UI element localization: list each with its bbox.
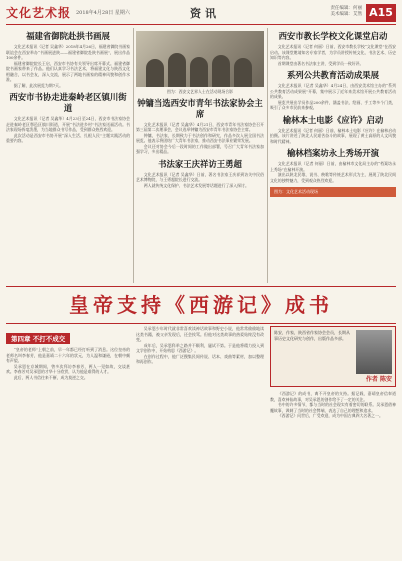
section-title: 资讯 [190, 7, 220, 20]
article-title: 西安市书协走进秦岭老区镇川街道 [9, 92, 127, 113]
article: 西安市书协走进秦岭老区镇川街道 文化艺术报讯（记者 吴鑫华）4月23日至24日，西安市书法家协会走进秦岭老区鄠邑区镇川街道，开展“书法进乡村”书法家送福活动。书法家现场挥毫泼墨，为当地群众书写作品，受到群众热烈欢迎。 此次活动是西安市书协开展“深入生活、扎根人民”主题实践活动的重要内容。 [6, 92, 130, 143]
photo-caption: 图为：西安文艺界人士在活动现场合影 [166, 89, 234, 94]
author-bio: 陈安，作家，陕西省作家协会会员，长期从事历史文化研究与创作，出版作品多部。 [274, 330, 350, 341]
article-title: 系列公共教育活动成果展 [286, 70, 380, 80]
masthead [6, 4, 396, 25]
editor-info: 责任编辑：何丽 美术编辑：艾然 [330, 6, 362, 17]
column-3 [270, 28, 396, 285]
author-profile [270, 326, 396, 387]
photo-caption: 图为：文化艺术活动现场 [270, 187, 396, 197]
article: 福建省御院赴拱书画展 文化艺术报讯（记者 吴鑫华）2018年4月26日，福建省御院书画家联谊会在西安举办“书画展进陕——福建省御院赴陕书画展”，展出作品100余件。 福建省御院院长王启，西安市书协有关领导出席开幕式。福建省御院书画家带来了作品。他们认真学习书法艺术，将福建文化与陕西文化相融合，以书会友，深入交流，展示了两地书画家的精神风貌和创作水准。 据了解，此次展览为期7天。 [6, 31, 130, 88]
article-title: 福建省御院赴拱书画展 [26, 31, 110, 41]
article-title: 榆林本土电影《应许》启动 [282, 114, 384, 125]
feature-column-1: 第四章 不打不成交 “皇帝的老师”上朝之前，早一年都已经打听到了消息。这位皇帝的老师名叫李春芳，他是嘉靖二十六年的状元，为人温和谦逊，在朝中颇有声望。 吴承恩在京城期间，曾多次拜访李春芳，两人一见如故，交谈甚欢。李春芳对吴承恩的才华十分欣赏，认为他是难得的人才。 此后，两人书信往来不断，成为莫逆之交。 [6, 335, 130, 380]
article: 钟镛当选西安市青年书法家协会主席 文化艺术报讯（记者 吴鑫华）4月21日，西安市青年书法家协会召开第三届第二次理事会，会议选举钟镛为西安市青年书法家协会主席。 钟镛，书法家，长期致力于书法创作和研究，作品多次入展全国书法展览。他表示将团结广大青年书法家，推动西安书法事业繁荣发展。 会议还对协会今后一段时间的工作做出部署，号召广大青年书法家加强学习，多出精品。 [136, 97, 264, 154]
article: 榆林档案坊永上秀场开演 文化艺术报讯（记者 何丽）日前，由榆林市文化局主办的“档案坊永上秀场”在榆林开演。 演出以陕北民歌、说书、秧歌等传统艺术形式为主，展现了陕北民间文化的独特魅力，受到观众热烈欢迎。 [270, 148, 396, 183]
article: 西安市教长学校文化课堂启动 文化艺术报讯（记者 何丽）日前，西安市教长学校“文化课堂”在西安启动。该课堂邀请知名专家学者，为学员讲授传统文化、书法艺术、历史知识等内容。 首期课堂由著名书法家主讲，受到学员一致好评。 [270, 31, 396, 66]
feature-banner [6, 286, 396, 324]
page-number: A15 [366, 4, 396, 22]
feature-column-2: 吴承恩少年时代就非常喜欢读神话故事和野史小说，他常常偷偷地读这类书籍，被父亲发现后，还会挨骂。但他对这类故事的热爱始终没有改变。 成年后，吴承恩科举之路并不顺利，屡试不第。于是他将精力投入到文学创作中，开始构思《西游记》。 在创作过程中，他广泛搜集民间传说、话本、戏曲等素材，加以整理和再创作。 [136, 326, 264, 364]
issue-date: 2018年4月28日 星期六 [76, 10, 130, 16]
author-name: 作者 陈安 [365, 376, 392, 383]
article-title: 书法家王庆祥访王勇超 [158, 158, 242, 169]
news-photo [136, 31, 264, 87]
article: 书法家王庆祥访王勇超 文化艺术报讯（记者 吴鑫华）日前，著名书法家王庆祥到访关中民俗艺术博物院，与王勇超院长进行交流。 两人就传统文化保护、书法艺术发展等话题进行了深入探讨。 [136, 158, 264, 188]
newspaper-logo: 文化艺术报 [6, 6, 72, 20]
article: 系列公共教育活动成果展 文化艺术报讯（记者 吴鑫华）4月24日，由西安美术馆主办的“系列公共教育活动成果展”开幕，集中展示了近年来美术馆开展公共教育活动的成果。 展览共展出学员作品200余件，涵盖书法、绘画、手工等多个门类，吸引了众多市民前来参观。 [270, 70, 396, 110]
column-1 [6, 28, 130, 285]
feature-title: 皇帝支持《西游记》成书 [69, 293, 333, 317]
article-title: 榆林档案坊永上秀场开演 [286, 148, 380, 158]
chapter-title: 第四章 不打不成交 [6, 333, 70, 344]
feature-column-3: 陈安，作家，陕西省作家协会会员，长期从事历史文化研究与创作，出版作品多部。 作者 陈安 《西游记》的成书，离不开皇帝的支持。据记载，嘉靖皇帝信奉道教，喜欢神仙故事，对吴承恩的创作给予了一定的关注。 书中的许多情节，都与当时的社会现实有着密切的联系。吴承恩借神魔故事，讽刺了当时的社会弊端，表达了自己的理想和追求。 《西游记》问世后，广受欢迎，成为中国古典四大名著之一。 [270, 326, 396, 557]
author-photo [356, 330, 392, 374]
article-title: 钟镛当选西安市青年书法家协会主席 [137, 97, 263, 119]
column-2 [136, 28, 264, 285]
article-title: 西安市教长学校文化课堂启动 [278, 31, 388, 41]
article: 榆林本土电影《应许》启动 文化艺术报讯（记者 何丽）日前，榆林本土电影《应许》在榆林启动拍摄。该片讲述了陕北人民艰苦奋斗的故事，展现了黄土高原的人文风貌和时代精神。 [270, 114, 396, 144]
